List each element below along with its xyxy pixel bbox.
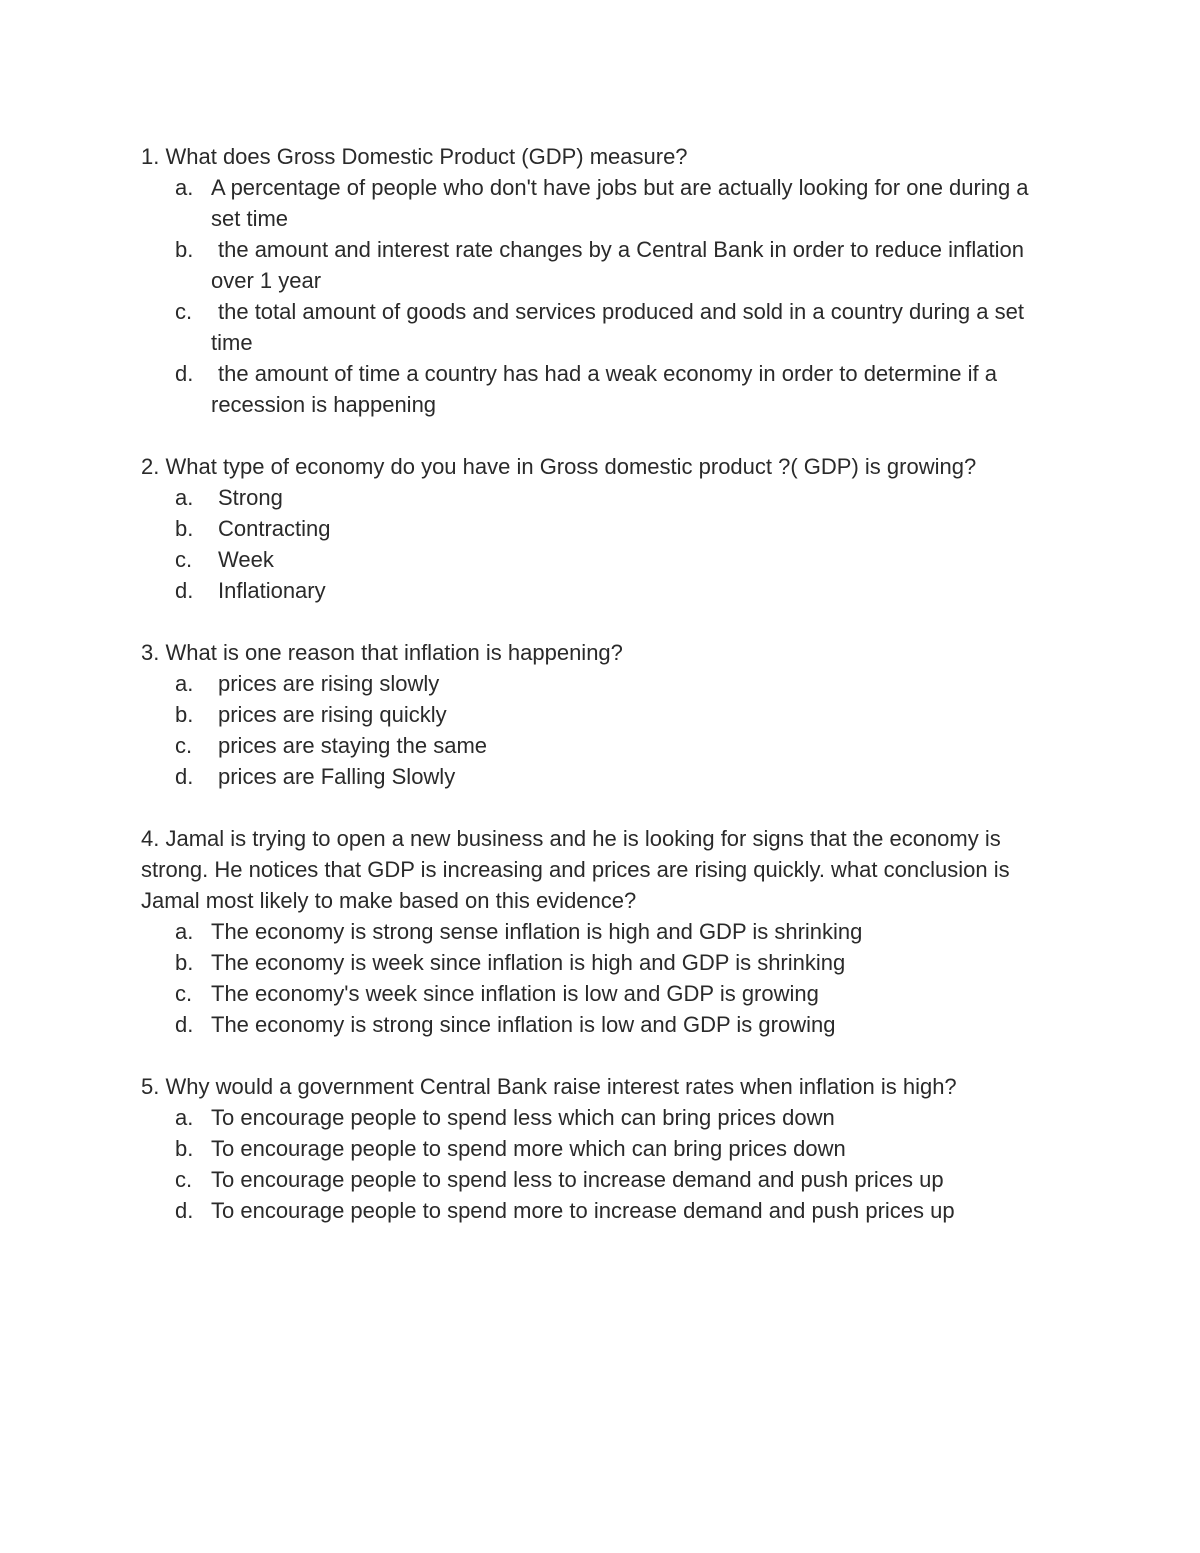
- option-text: Inflationary: [218, 578, 326, 603]
- option-text: Week: [218, 547, 274, 572]
- answer-option: [141, 1133, 1061, 1164]
- quiz: [141, 141, 1061, 1257]
- option-text: The economy is week since inflation is high and GDP is shrinking: [211, 950, 846, 975]
- answer-option: [141, 172, 1061, 234]
- question-prompt: What does Gross Domestic Product (GDP) measure?: [165, 144, 688, 169]
- option-text: Contracting: [218, 516, 331, 541]
- question-number: 3.: [141, 640, 160, 665]
- question-number: 4.: [141, 826, 160, 851]
- option-text: To encourage people to spend more which can bring prices down: [211, 1136, 846, 1161]
- question-number: 5.: [141, 1074, 160, 1099]
- question-3: [141, 637, 1061, 792]
- question-text: [141, 637, 1061, 668]
- question-number: 2.: [141, 454, 160, 479]
- option-letter: c.: [175, 299, 193, 324]
- answer-option: [141, 699, 1061, 730]
- option-letter: a.: [175, 1105, 194, 1130]
- answer-option: [141, 544, 1061, 575]
- answer-option: [141, 730, 1061, 761]
- question-text: [141, 451, 1061, 482]
- option-letter: b.: [175, 702, 194, 727]
- option-text: The economy is strong sense inflation is high and GDP is shrinking: [211, 919, 863, 944]
- option-letter: a.: [175, 671, 194, 696]
- option-text: To encourage people to spend less which can bring prices down: [211, 1105, 835, 1130]
- option-text: To encourage people to spend less to increase demand and push prices up: [211, 1167, 944, 1192]
- option-letter: b.: [175, 1136, 194, 1161]
- option-letter: b.: [175, 950, 194, 975]
- question-text: [141, 823, 1061, 916]
- question-text: [141, 1071, 1061, 1102]
- question-prompt: What is one reason that inflation is happening?: [165, 640, 623, 665]
- answer-option: [141, 916, 1061, 947]
- option-text: The economy's week since inflation is low and GDP is growing: [211, 981, 819, 1006]
- answer-option: [141, 234, 1061, 296]
- option-letter: d.: [175, 1012, 194, 1037]
- answer-option: [141, 1102, 1061, 1133]
- answer-options: [141, 172, 1061, 420]
- option-text: prices are rising slowly: [218, 671, 440, 696]
- answer-option: [141, 668, 1061, 699]
- answer-options: [141, 916, 1061, 1040]
- answer-option: [141, 978, 1061, 1009]
- question-prompt: What type of economy do you have in Gross domestic product ?( GDP) is growing?: [165, 454, 977, 479]
- option-letter: c.: [175, 733, 193, 758]
- option-letter: a.: [175, 919, 194, 944]
- question-prompt: Why would a government Central Bank raise interest rates when inflation is high?: [165, 1074, 957, 1099]
- answer-option: [141, 761, 1061, 792]
- option-letter: b.: [175, 516, 194, 541]
- option-text: prices are rising quickly: [218, 702, 447, 727]
- option-text: prices are staying the same: [218, 733, 488, 758]
- question-1: [141, 141, 1061, 420]
- answer-option: [141, 482, 1061, 513]
- option-text: the amount and interest rate changes by a Central Bank in order to reduce inflation over 1 year: [211, 237, 1024, 293]
- answer-options: [141, 482, 1061, 606]
- question-5: [141, 1071, 1061, 1226]
- answer-options: [141, 1102, 1061, 1226]
- question-4: [141, 823, 1061, 1040]
- answer-option: [141, 1195, 1061, 1226]
- option-letter: d.: [175, 361, 194, 386]
- option-letter: d.: [175, 1198, 194, 1223]
- answer-option: [141, 947, 1061, 978]
- option-letter: c.: [175, 547, 193, 572]
- answer-options: [141, 668, 1061, 792]
- option-letter: a.: [175, 485, 194, 510]
- question-2: [141, 451, 1061, 606]
- option-text: prices are Falling Slowly: [218, 764, 456, 789]
- option-text: A percentage of people who don't have jobs but are actually looking for one during a set time: [211, 175, 1029, 231]
- question-prompt: Jamal is trying to open a new business and he is looking for signs that the economy is strong. He notices that GDP is increasing and prices are rising quickly. what conclusion is Jamal most likely to make based on this evidence?: [141, 826, 1010, 913]
- question-number: 1.: [141, 144, 160, 169]
- option-letter: c.: [175, 981, 193, 1006]
- option-letter: a.: [175, 175, 194, 200]
- option-letter: b.: [175, 237, 194, 262]
- option-text: The economy is strong since inflation is low and GDP is growing: [211, 1012, 836, 1037]
- option-text: the total amount of goods and services produced and sold in a country during a set time: [211, 299, 1024, 355]
- answer-option: [141, 358, 1061, 420]
- option-text: the amount of time a country has had a weak economy in order to determine if a recession is happening: [211, 361, 997, 417]
- option-letter: d.: [175, 578, 194, 603]
- answer-option: [141, 575, 1061, 606]
- option-text: To encourage people to spend more to increase demand and push prices up: [211, 1198, 955, 1223]
- answer-option: [141, 1009, 1061, 1040]
- answer-option: [141, 296, 1061, 358]
- option-letter: c.: [175, 1167, 193, 1192]
- answer-option: [141, 1164, 1061, 1195]
- answer-option: [141, 513, 1061, 544]
- option-text: Strong: [218, 485, 283, 510]
- option-letter: d.: [175, 764, 194, 789]
- question-text: [141, 141, 1061, 172]
